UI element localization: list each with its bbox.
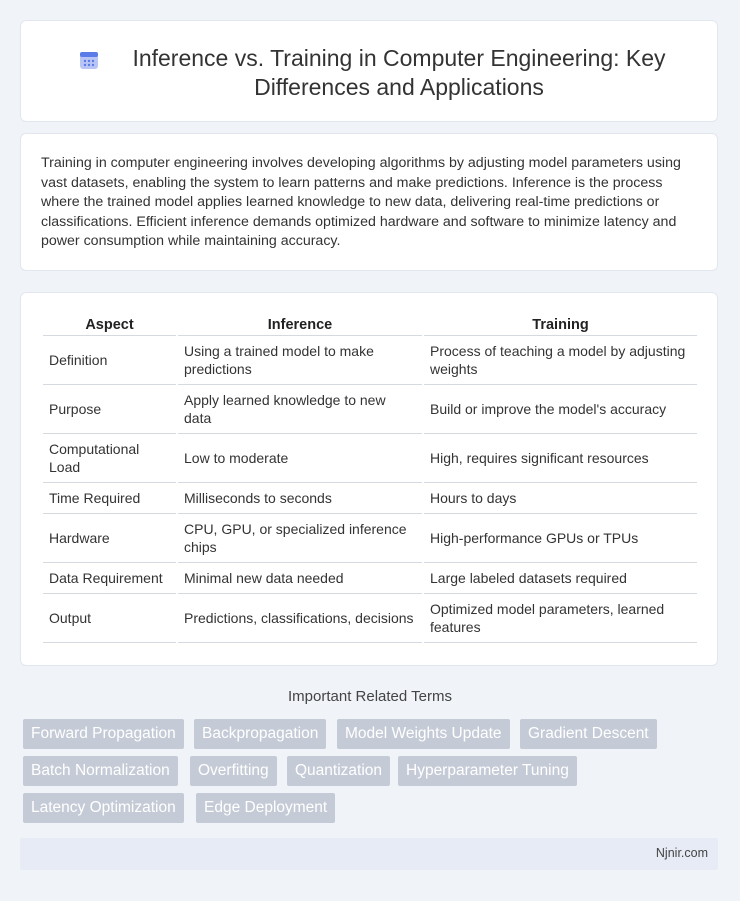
header-aspect: Aspect — [43, 315, 176, 336]
tag-quantization[interactable]: Quantization — [287, 756, 390, 786]
comparison-table — [41, 315, 699, 643]
cell-aspect: Data Requirement — [43, 563, 176, 594]
cell-aspect: Hardware — [43, 514, 176, 563]
cell-training: High, requires significant resources — [424, 434, 697, 483]
table-row — [43, 385, 697, 434]
cell-training: Process of teaching a model by adjusting weights — [424, 336, 697, 385]
header-inference: Inference — [178, 315, 422, 336]
cell-aspect: Definition — [43, 336, 176, 385]
cell-training: Build or improve the model's accuracy — [424, 385, 697, 434]
table-row — [43, 514, 697, 563]
table-header-row — [43, 315, 697, 336]
tag-model-weights-update[interactable]: Model Weights Update — [337, 719, 510, 749]
cell-aspect: Computational Load — [43, 434, 176, 483]
footer — [20, 838, 718, 870]
cell-inference: Apply learned knowledge to new data — [178, 385, 422, 434]
related-terms-title: Important Related Terms — [288, 688, 452, 705]
tag-gradient-descent[interactable]: Gradient Descent — [520, 719, 657, 749]
table-row — [43, 336, 697, 385]
cell-inference: CPU, GPU, or specialized inference chips — [178, 514, 422, 563]
cell-inference: Milliseconds to seconds — [178, 483, 422, 514]
table-row — [43, 563, 697, 594]
tag-forward-propagation[interactable]: Forward Propagation — [23, 719, 184, 749]
title-card — [20, 20, 718, 122]
tag-edge-deployment[interactable]: Edge Deployment — [196, 793, 335, 823]
cell-training: Large labeled datasets required — [424, 563, 697, 594]
tag-latency-optimization[interactable]: Latency Optimization — [23, 793, 184, 823]
cell-inference: Low to moderate — [178, 434, 422, 483]
cell-aspect: Time Required — [43, 483, 176, 514]
calendar-icon — [77, 48, 101, 72]
table-row — [43, 434, 697, 483]
intro-card — [20, 133, 718, 271]
cell-aspect: Purpose — [43, 385, 176, 434]
footer-site[interactable]: Njnir.com — [655, 846, 708, 860]
table-row — [43, 483, 697, 514]
cell-training: Hours to days — [424, 483, 697, 514]
tag-overfitting[interactable]: Overfitting — [190, 756, 277, 786]
cell-inference: Using a trained model to make predictions — [178, 336, 422, 385]
tag-backpropagation[interactable]: Backpropagation — [194, 719, 326, 749]
comparison-card — [20, 292, 718, 666]
page-title: Inference vs. Training in Computer Engineering: Key Differences and Applications — [132, 45, 666, 100]
cell-inference: Predictions, classifications, decisions — [178, 594, 422, 643]
cell-aspect: Output — [43, 594, 176, 643]
cell-inference: Minimal new data needed — [178, 563, 422, 594]
table-row — [43, 594, 697, 643]
intro-paragraph: Training in computer engineering involves developing algorithms by adjusting model parameters using vast datasets, enabling the system to learn patterns and make predictions. Inference is the process where the trained model applies learned knowledge to new data, delivering real-time predictions or classifications. Efficient inference demands optimized hardware and software to minimize latency and power consumption while maintaining accuracy. — [41, 155, 681, 249]
header-training: Training — [424, 315, 697, 336]
tag-hyperparameter-tuning[interactable]: Hyperparameter Tuning — [398, 756, 577, 786]
cell-training: High-performance GPUs or TPUs — [424, 514, 697, 563]
tag-batch-normalization[interactable]: Batch Normalization — [23, 756, 178, 786]
cell-training: Optimized model parameters, learned features — [424, 594, 697, 643]
